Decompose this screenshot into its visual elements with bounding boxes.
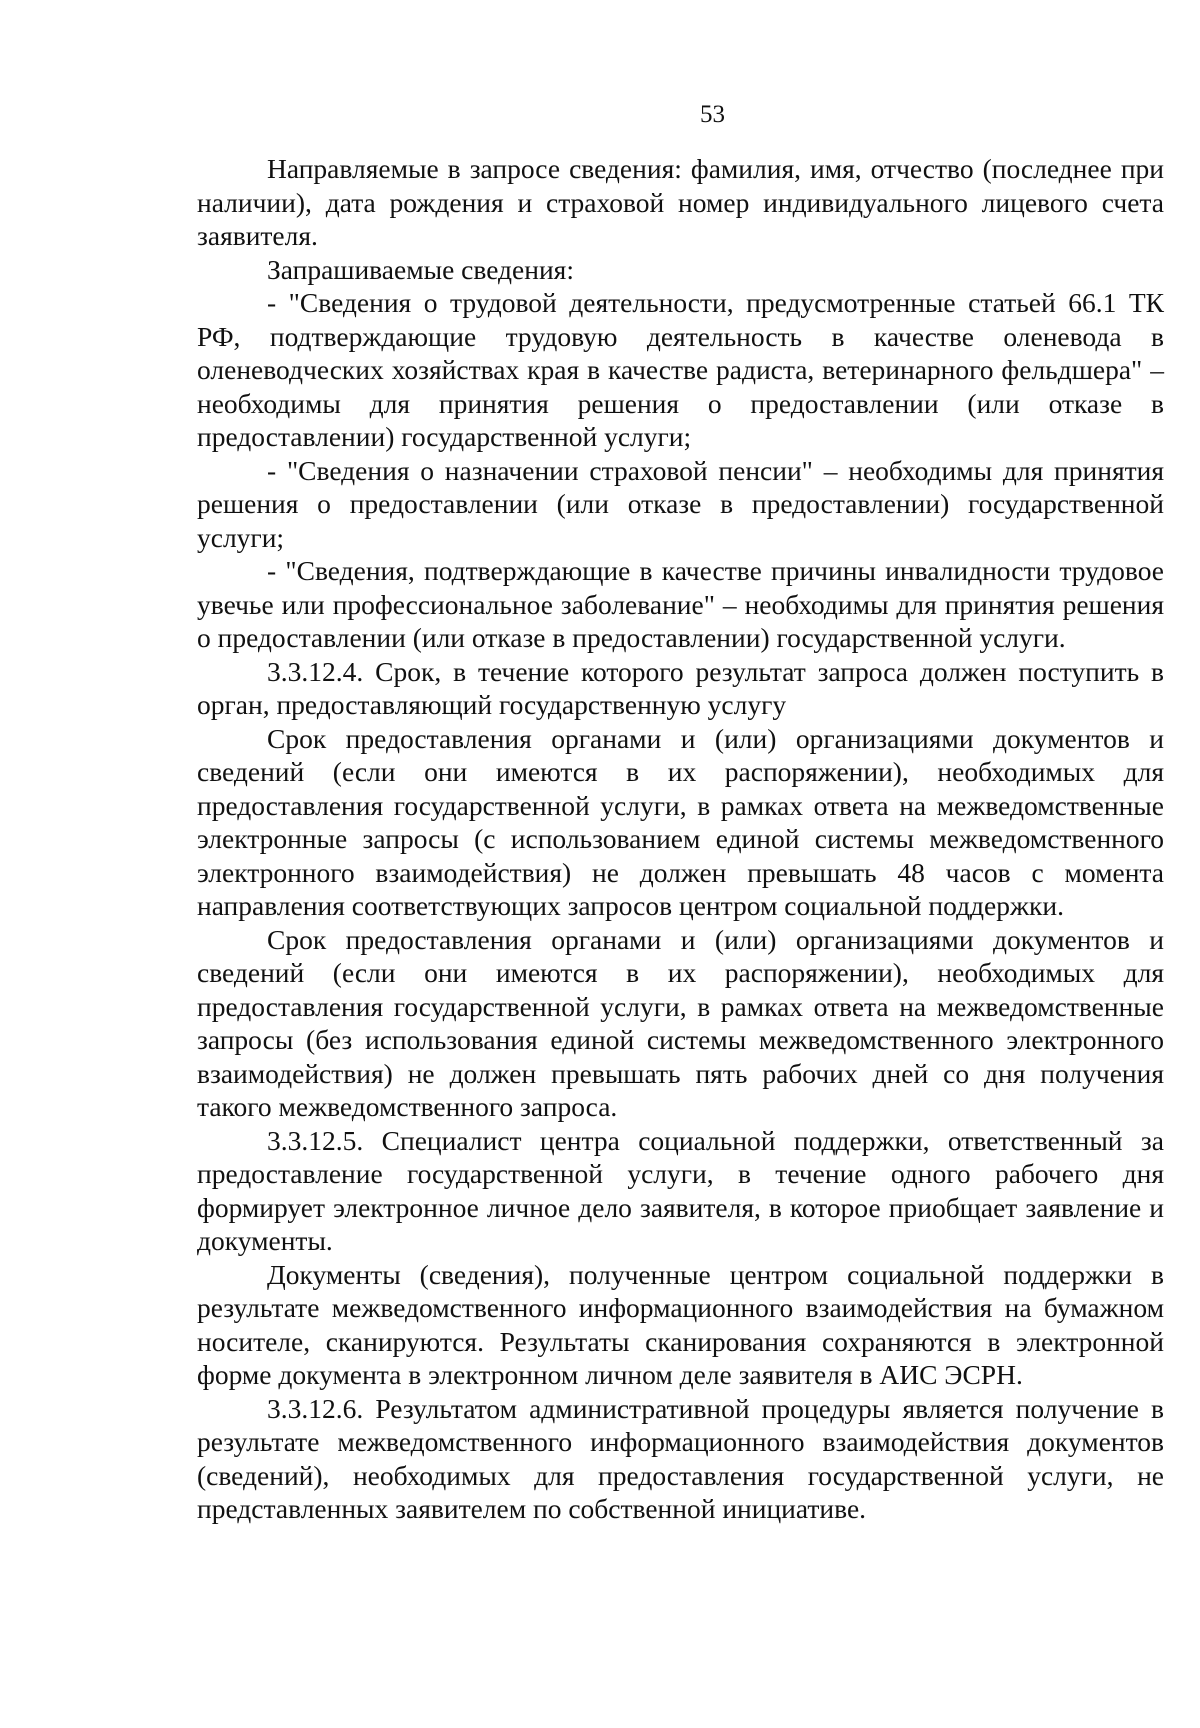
paragraph-labor-activity-info: - "Сведения о трудовой деятельности, предусмотренные статьей 66.1 ТК РФ, подтверждающие трудовую деятельность в качестве оленевода в оленеводческих хозяйствах края в качестве радиста, ветеринарного фельдшера" – необходимы для принятия решения о предоставлении (или отказе в предоставлении) государственной услуги; (197, 287, 1164, 452)
page-number: 53 (700, 101, 725, 128)
paragraph-requested-info-heading: Запрашиваемые сведения: (267, 253, 574, 285)
paragraph-paper-request-deadline: Срок предоставления органами и (или) организациями документов и сведений (если они имеются в их распоряжении), необходимых для предоставления государственной услуги, в рамках ответа на межведомственные запросы (без использования единой системы межведомственного электронного взаимодействия) не должен превышать пять рабочих дней со дня получения такого межведомственного запроса. (197, 923, 1164, 1122)
paragraph-disability-info: - "Сведения, подтверждающие в качестве причины инвалидности трудовое увечье или профессиональное заболевание" – необходимы для принятия решения о предоставлении (или отказе в предоставлении) государственной услуги. (197, 555, 1164, 653)
document-body (197, 152, 1164, 1526)
paragraph-section-3-3-12-6: 3.3.12.6. Результатом административной процедуры является получение в результате межведомственного информационного взаимодействия документов (сведений), необходимых для предоставления государственной услуги, не представленных заявителем по собственной инициативе. (197, 1392, 1164, 1524)
paragraph-pension-info: - "Сведения о назначении страховой пенсии" – необходимы для принятия решения о предоставлении (или отказе в предоставлении) государственной услуги; (197, 454, 1164, 553)
paragraph-electronic-request-deadline: Срок предоставления органами и (или) организациями документов и сведений (если они имеются в их распоряжении), необходимых для предоставления государственной услуги, в рамках ответа на межведомственные электронные запросы (с использованием единой системы межведомственного электронного взаимодействия) не должен превышать 48 часов с момента направления соответствующих запросов центром социальной поддержки. (197, 722, 1164, 921)
paragraph-section-3-3-12-4: 3.3.12.4. Срок, в течение которого результат запроса должен поступить в орган, предоставляющий государственную услугу (197, 655, 1164, 720)
paragraph-scanning-documents: Документы (сведения), полученные центром социальной поддержки в результате межведомственного информационного взаимодействия на бумажном носителе, сканируются. Результаты сканирования сохраняются в электронной форме документа в электронном личном деле заявителя в АИС ЭСРН. (197, 1258, 1164, 1390)
paragraph-requested-data-sent: Направляемые в запросе сведения: фамилия, имя, отчество (последнее при наличии), дата рождения и страховой номер индивидуального лицевого счета заявителя. (197, 153, 1164, 251)
paragraph-section-3-3-12-5: 3.3.12.5. Специалист центра социальной поддержки, ответственный за предоставление государственной услуги, в течение одного рабочего дня формирует электронное личное дело заявителя, в которое приобщает заявление и документы. (197, 1124, 1164, 1256)
